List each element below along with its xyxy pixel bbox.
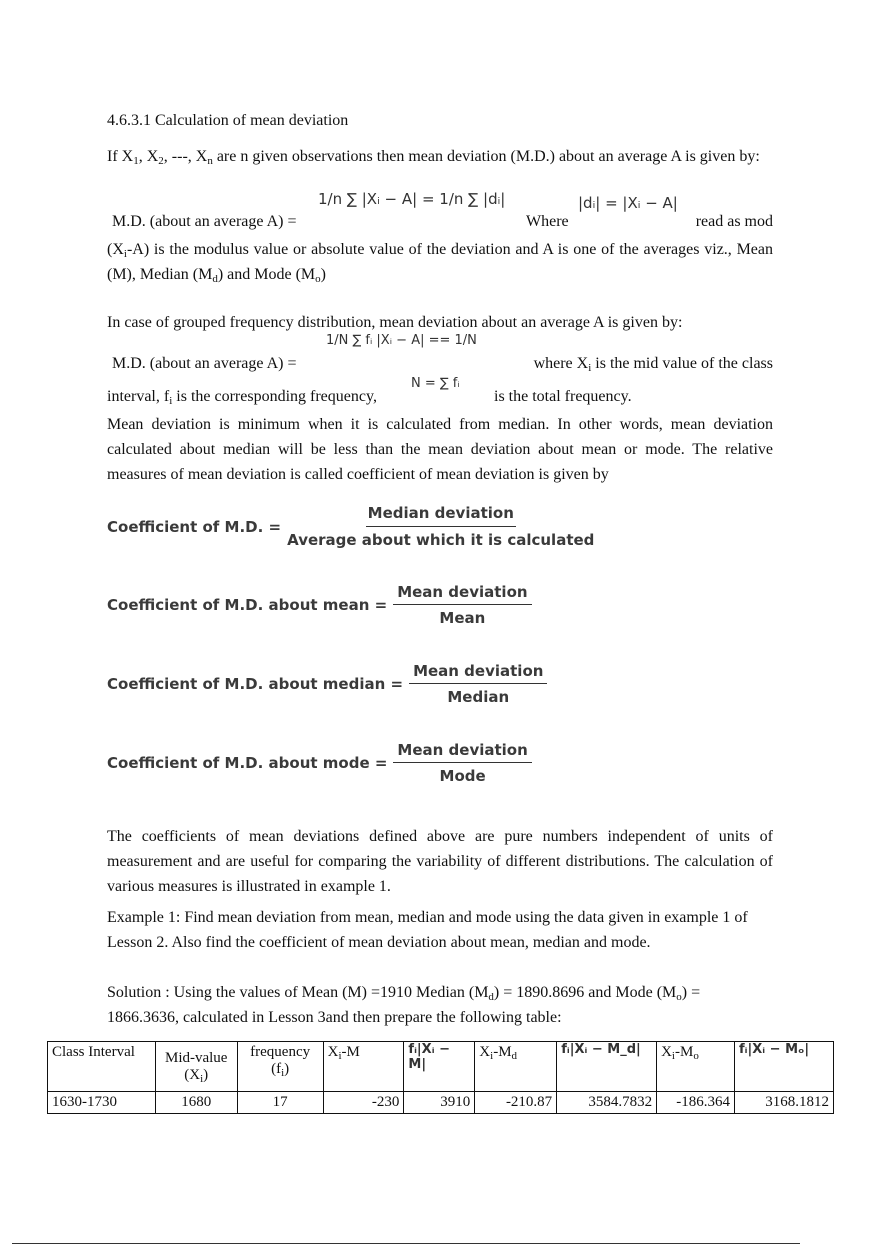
coefficient-md-mode: Coefficient of M.D. about mode = $\frac{\text{Mean deviation}}{\text{Mode}}$ — [107, 741, 532, 785]
grouped-lhs: M.D. (about an average A) = — [112, 355, 297, 372]
cell-frequency: 17 — [237, 1092, 323, 1114]
cell-f-xi-mo: 3168.1812 — [735, 1092, 834, 1114]
cell-xi-mo: -186.364 — [657, 1092, 735, 1114]
md-lhs: M.D. (about an average A) = — [112, 213, 297, 230]
interval-text: interval, $f_i$ is the corresponding frequency, — [107, 388, 377, 407]
header-frequency: frequency $(f_i)$ — [237, 1042, 323, 1092]
where-text: Where — [526, 213, 569, 230]
header-class-interval: Class Interval — [48, 1042, 156, 1092]
total-frequency-formula: N = ∑ fᵢ — [411, 376, 460, 391]
md-formula-image: 1/n ∑ |Xᵢ − A| = 1/n ∑ |dᵢ| — [318, 190, 506, 208]
paragraph-modulus: $(X_i-A)$ is the modulus value or absolute value of the deviation and A is one of the averages viz., Mean (M), Median $(M_d)$ and Mode $(M_o)$ — [107, 241, 773, 285]
paragraph-minimum: Mean deviation is minimum when it is calculated from median. In other words, mean deviation calculated about median will be less than the mean deviation about mean or mode. The relative measures of mean deviation is called coefficient of mean deviation is given by — [107, 416, 773, 483]
grouped-formula-image: 1/N ∑ fᵢ |Xᵢ − A| == 1/N — [326, 333, 477, 348]
grouped-where: where $X_i$ is the mid value of the class — [533, 355, 773, 374]
paragraph-coefficients: The coefficients of mean deviations defined above are pure numbers independent of units of measurement and are useful for comparing the variability of different distributions. The calculation of various measures is illustrated in example 1. — [107, 828, 773, 895]
cell-class-interval: 1630-1730 — [48, 1092, 156, 1114]
total-frequency-text: is the total frequency. — [494, 388, 632, 405]
mod-formula-image: |dᵢ| = |Xᵢ − A| — [578, 194, 678, 212]
paragraph-example: Example 1: Find mean deviation from mean, median and mode using the data given in example 1 of Lesson 2. Also find the coefficient of mean deviation about mean, median and mode. — [107, 909, 748, 951]
header-xi-m: $X_i-M$ — [323, 1042, 404, 1092]
table-header-row — [48, 1042, 834, 1092]
footer-divider — [12, 1243, 800, 1244]
data-table — [47, 1041, 834, 1114]
cell-f-xi-md: 3584.7832 — [557, 1092, 657, 1114]
header-f-xi-mo: fᵢ|Xᵢ − Mₒ| — [735, 1042, 834, 1092]
table-row — [48, 1092, 834, 1114]
header-f-xi-m: fᵢ|Xᵢ − M| — [404, 1042, 475, 1092]
paragraph-intro: If $X_1$, $X_2$, ---, $X_n$ are n given observations then mean deviation (M.D.) about an average A is given by: — [107, 148, 760, 167]
coefficient-md: Coefficient of M.D. = $\frac{\text{Median deviation}}{\text{Average about which it is calculated}}$ — [107, 504, 595, 549]
paragraph-solution: Solution : Using the values of Mean (M) =1910 Median $(M_d) = 1890.8696$ and Mode $(M_o) = 1866.3636$, calculated in Lesson 3and then prepare the following table: — [107, 984, 701, 1026]
paragraph-grouped: In case of grouped frequency distribution, mean deviation about an average A is given by: — [107, 314, 683, 331]
cell-mid-value: 1680 — [155, 1092, 237, 1114]
header-f-xi-md: fᵢ|Xᵢ − M_d| — [557, 1042, 657, 1092]
cell-xi-m: -230 — [323, 1092, 404, 1114]
cell-f-xi-m: 3910 — [404, 1092, 475, 1114]
header-mid-value: Mid-value $(X_i)$ — [155, 1042, 237, 1092]
read-as-mod: read as mod — [695, 213, 773, 230]
section-heading: 4.6.3.1 Calculation of mean deviation — [107, 112, 349, 129]
header-xi-md: $X_i-M_d$ — [475, 1042, 557, 1092]
coefficient-md-mean: Coefficient of M.D. about mean = $\frac{\text{Mean deviation}}{\text{Mean}}$ — [107, 583, 532, 627]
coefficient-md-median: Coefficient of M.D. about median = $\frac{\text{Mean deviation}}{\text{Median}}$ — [107, 662, 547, 706]
header-xi-mo: $X_i-M_o$ — [657, 1042, 735, 1092]
cell-xi-md: -210.87 — [475, 1092, 557, 1114]
